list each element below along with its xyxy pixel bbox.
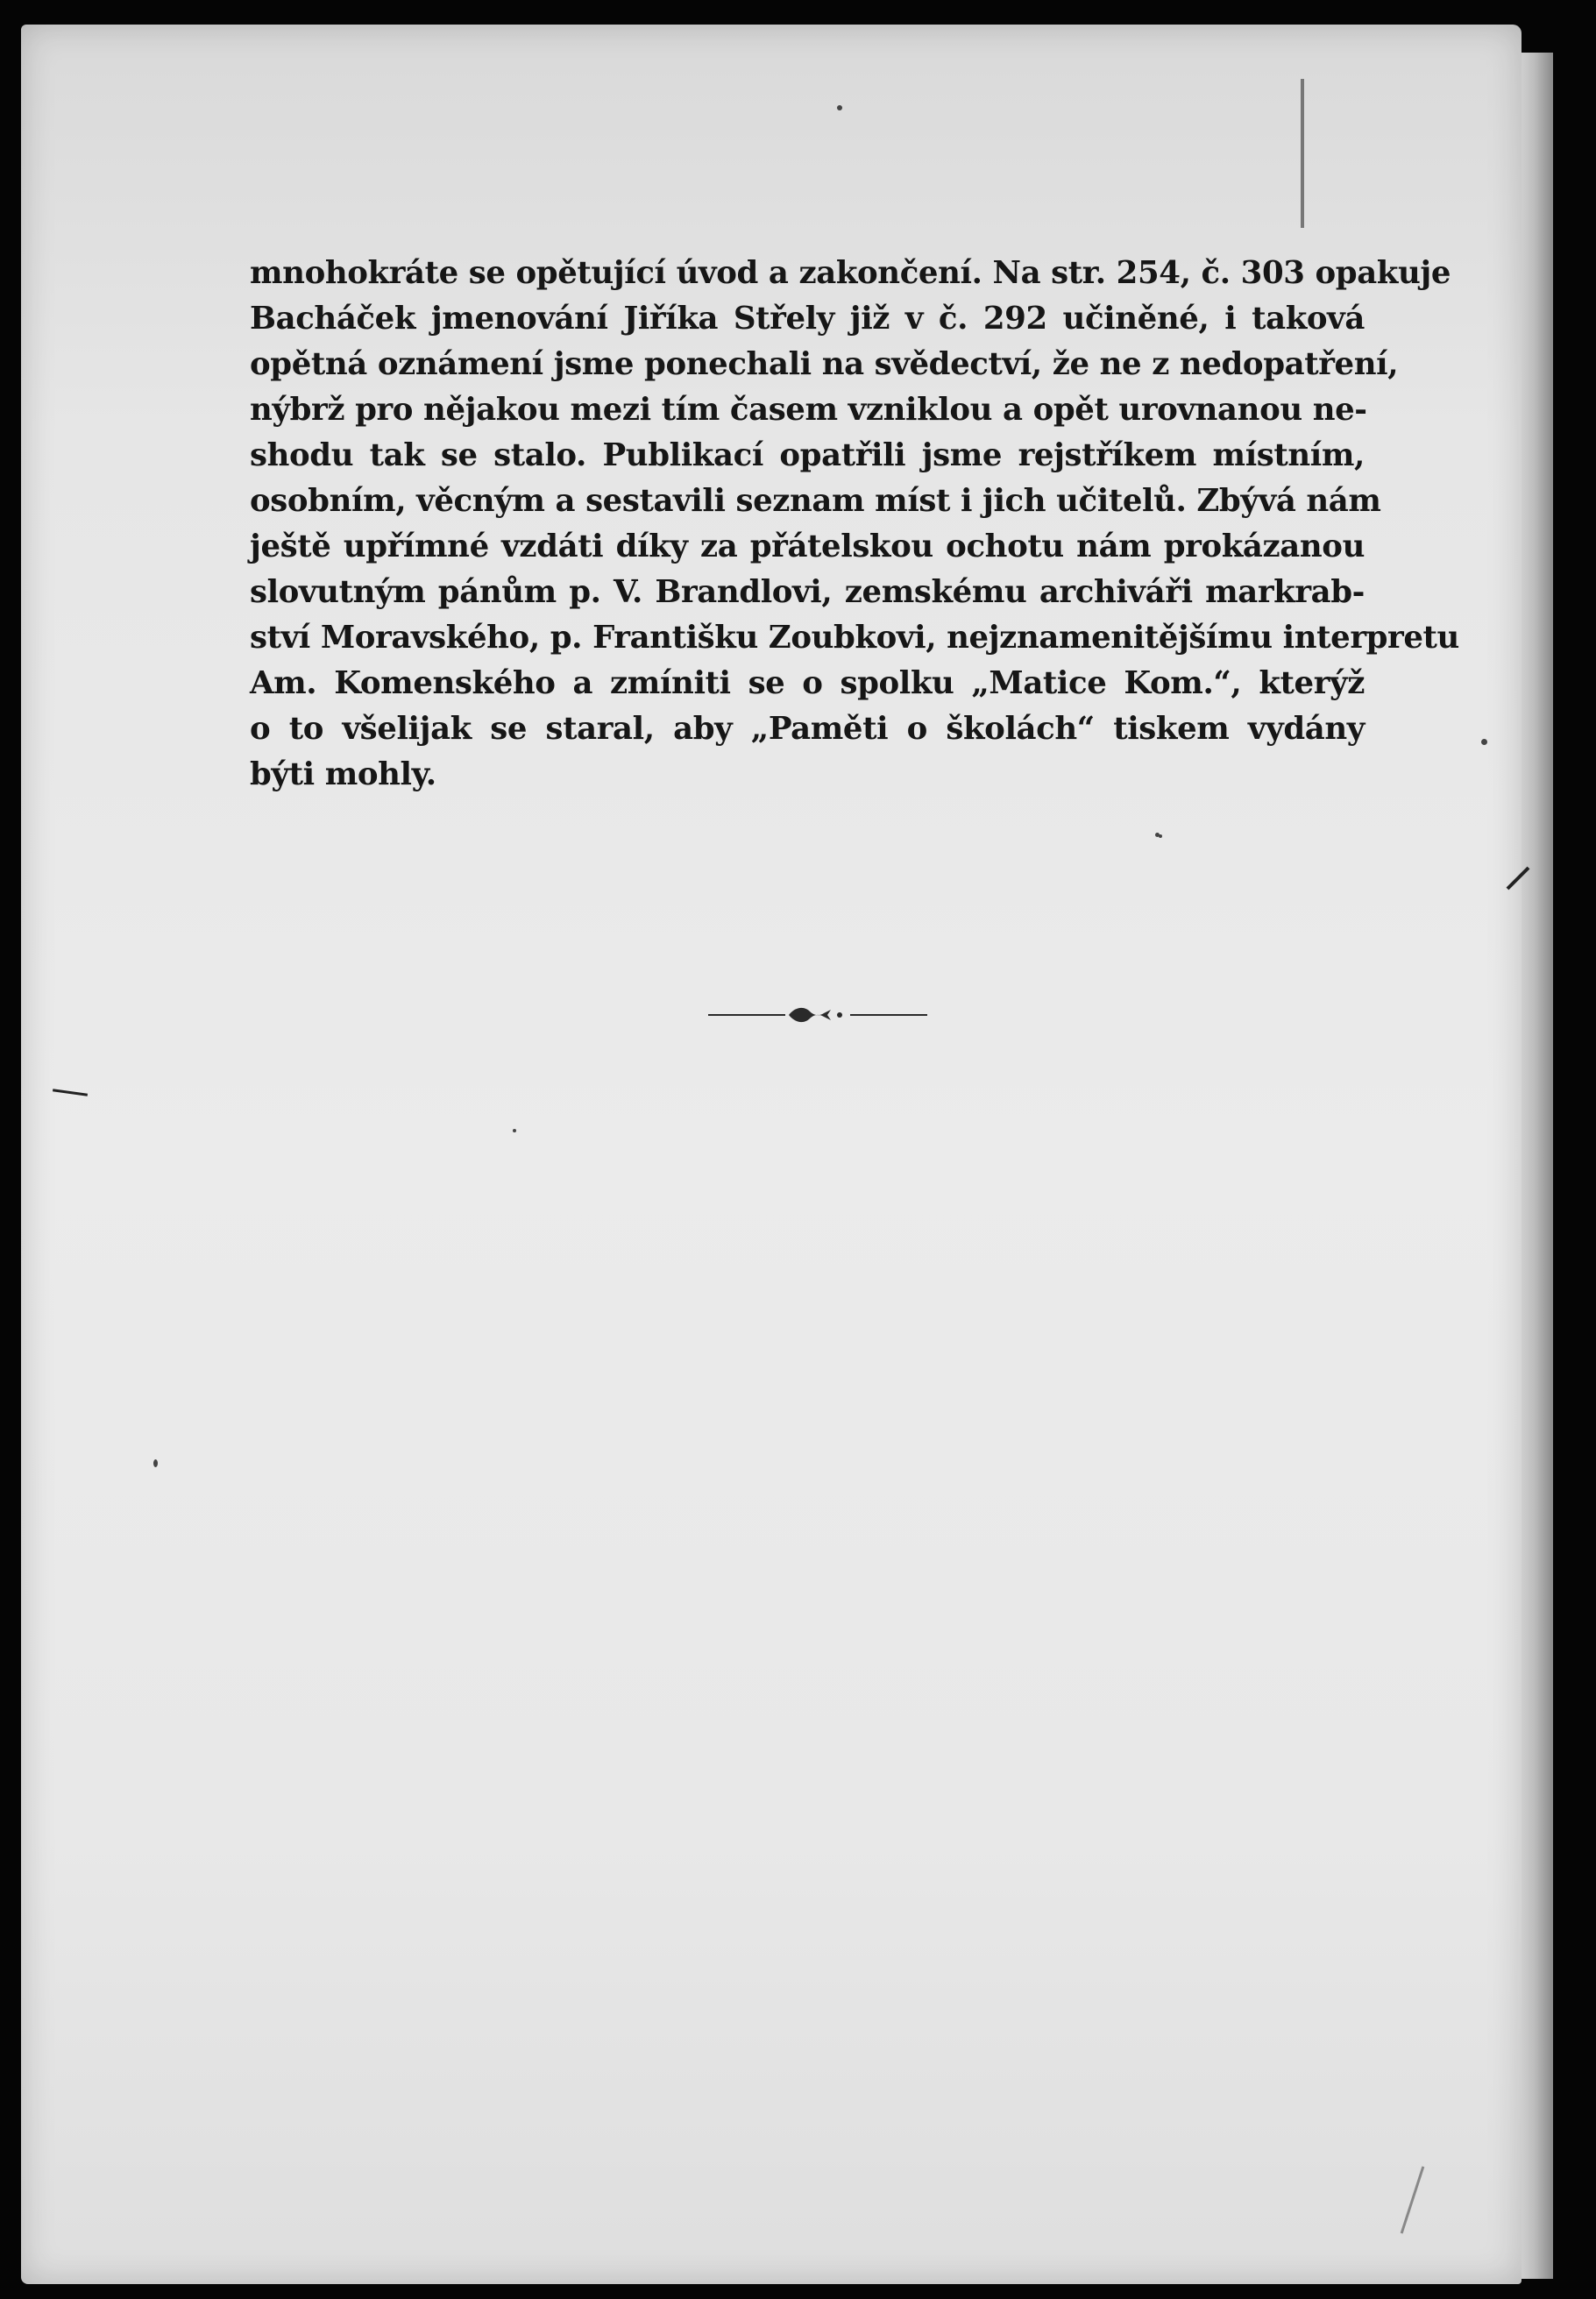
text-line: slovutným pánům p. V. Brandlovi, zemskému archiváři markrab- — [250, 574, 1365, 610]
text-line: o to všelijak se staral, aby „Paměti o školách“ tiskem vydány — [250, 711, 1365, 747]
text-line: Bacháček jmenování Jiříka Střely již v č. 292 učiněné, i taková — [250, 301, 1365, 337]
scan-speck — [1481, 739, 1487, 745]
scan-speck — [513, 1129, 516, 1132]
scan-edge-mark — [1301, 79, 1304, 228]
scan-speck — [837, 105, 842, 110]
fleuron-divider-icon — [708, 997, 927, 1032]
text-line: býti mohly. — [250, 756, 436, 792]
text-line: opětná oznámení jsme ponechali na svědectví, že ne z nedopatření, — [250, 346, 1399, 382]
text-line: shodu tak se stalo. Publikací opatřili jsme rejstříkem místním, — [250, 437, 1365, 473]
text-line: mnohokráte se opětující úvod a zakončení. Na str. 254, č. 303 opakuje — [250, 255, 1451, 291]
body-paragraph — [250, 251, 1459, 798]
text-line: ještě upřímné vzdáti díky za přátelskou ochotu nám prokázanou — [250, 529, 1365, 564]
text-line: osobním, věcným a sestavili seznam míst i jich učitelů. Zbývá nám — [250, 483, 1381, 519]
scan-speck — [1159, 834, 1162, 838]
text-line: Am. Komenského a zmíniti se o spolku „Matice Kom.“, kterýž — [250, 665, 1365, 701]
page-edge-shadow — [1522, 53, 1553, 2279]
scan-speck — [153, 1459, 158, 1467]
text-line: nýbrž pro nějakou mezi tím časem vzniklou a opět urovnanou ne- — [250, 392, 1367, 428]
text-line: ství Moravského, p. Františku Zoubkovi, nejznamenitějšímu interpretu — [250, 620, 1459, 656]
